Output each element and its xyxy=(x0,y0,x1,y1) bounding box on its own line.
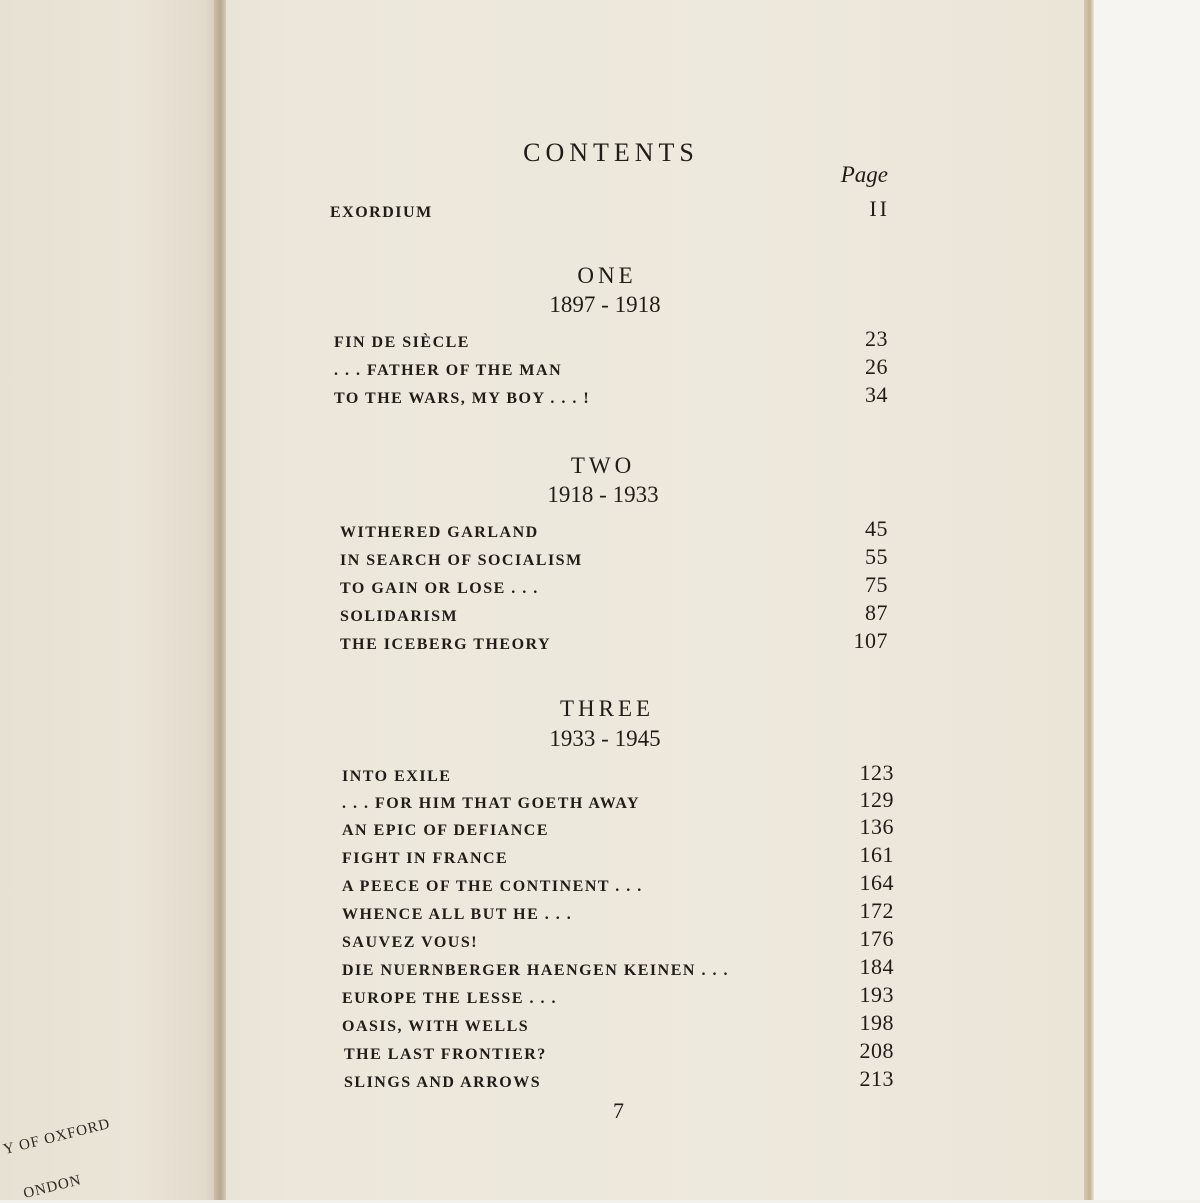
table-surface xyxy=(1094,0,1200,1200)
entry-page-number: 176 xyxy=(859,926,894,951)
page-column-label: Page xyxy=(840,162,888,187)
toc-entry[interactable] xyxy=(342,984,894,1008)
entry-label: AN EPIC OF DEFIANCE xyxy=(342,822,550,839)
page-number-folio: 7 xyxy=(613,1098,624,1123)
part-two-years: 1918 - 1933 xyxy=(547,482,659,507)
entry-page-number: 208 xyxy=(859,1038,894,1063)
left-page xyxy=(0,0,222,1203)
entry-page-number: 26 xyxy=(865,354,888,379)
table-of-contents xyxy=(330,0,900,1200)
entry-page-number: 172 xyxy=(859,898,894,923)
entry-label: . . . FOR HIM THAT GOETH AWAY xyxy=(342,795,641,812)
entry-page-number: 161 xyxy=(859,842,894,867)
toc-entry-exordium[interactable] xyxy=(330,198,890,222)
entry-label: . . . FATHER OF THE MAN xyxy=(334,362,563,379)
entry-label: FIN DE SIÈCLE xyxy=(334,334,470,351)
entry-label: EXORDIUM xyxy=(330,204,433,221)
entry-label: FIGHT IN FRANCE xyxy=(342,850,509,867)
part-one-years: 1897 - 1918 xyxy=(549,292,661,317)
part-three-title: THREE xyxy=(559,696,655,721)
part-three-years: 1933 - 1945 xyxy=(549,726,661,751)
toc-entry[interactable] xyxy=(344,1068,894,1092)
entry-label: TO THE WARS, MY BOY . . . ! xyxy=(334,390,591,407)
page-edge xyxy=(1084,0,1094,1200)
toc-entry[interactable] xyxy=(342,844,894,868)
entry-page-number: 75 xyxy=(865,572,888,597)
toc-entry[interactable] xyxy=(340,630,888,654)
imprint-line-1: Y OF OXFORD xyxy=(1,1115,113,1159)
toc-entry[interactable] xyxy=(340,546,888,570)
entry-label: IN SEARCH OF SOCIALISM xyxy=(340,552,583,569)
toc-entry[interactable] xyxy=(342,789,894,813)
entry-page-number: 55 xyxy=(865,544,888,569)
entry-page-number: 164 xyxy=(859,870,894,895)
toc-entry[interactable] xyxy=(334,384,888,408)
entry-page-number: 213 xyxy=(859,1066,894,1091)
entry-page-number: 87 xyxy=(865,600,888,625)
toc-entry[interactable] xyxy=(334,356,888,380)
entry-page-number: 136 xyxy=(859,814,894,839)
toc-entry[interactable] xyxy=(342,762,894,786)
toc-entry[interactable] xyxy=(342,928,894,952)
entry-label: WHENCE ALL BUT HE . . . xyxy=(342,906,573,923)
toc-entry[interactable] xyxy=(342,1012,894,1036)
entry-label: TO GAIN OR LOSE . . . xyxy=(340,580,539,597)
entry-page-number: 107 xyxy=(853,628,888,653)
entry-label: WITHERED GARLAND xyxy=(340,524,539,541)
toc-entry[interactable] xyxy=(342,956,894,980)
contents-heading: CONTENTS xyxy=(523,138,699,167)
entry-label: OASIS, WITH WELLS xyxy=(342,1018,530,1035)
entry-label: SLINGS AND ARROWS xyxy=(344,1074,542,1091)
entry-page-number: 34 xyxy=(865,382,888,407)
entry-label: SAUVEZ VOUS! xyxy=(342,934,479,951)
imprint-line-2: ONDON xyxy=(21,1172,84,1203)
toc-entry[interactable] xyxy=(340,602,888,626)
toc-entry[interactable] xyxy=(340,574,888,598)
entry-page-number: 198 xyxy=(859,1010,894,1035)
toc-entry[interactable] xyxy=(344,1040,894,1064)
entry-label: DIE NUERNBERGER HAENGEN KEINEN . . . xyxy=(342,962,729,979)
entry-page-number: II xyxy=(869,196,890,221)
part-two-title: TWO xyxy=(570,453,636,478)
toc-entry[interactable] xyxy=(342,872,894,896)
toc-entry[interactable] xyxy=(342,816,894,840)
entry-page-number: 184 xyxy=(859,954,894,979)
entry-label: A PEECE OF THE CONTINENT . . . xyxy=(342,878,643,895)
entry-label: SOLIDARISM xyxy=(340,608,459,625)
toc-entry[interactable] xyxy=(334,328,888,352)
toc-entry[interactable] xyxy=(342,900,894,924)
entry-page-number: 193 xyxy=(859,982,894,1007)
entry-page-number: 45 xyxy=(865,516,888,541)
part-one-title: ONE xyxy=(577,263,637,288)
entry-label: THE LAST FRONTIER? xyxy=(344,1046,547,1063)
entry-label: THE ICEBERG THEORY xyxy=(340,636,552,653)
entry-label: EUROPE THE LESSE . . . xyxy=(342,990,557,1007)
entry-page-number: 23 xyxy=(865,326,888,351)
entry-label: INTO EXILE xyxy=(342,768,452,785)
entry-page-number: 129 xyxy=(859,787,894,812)
toc-entry[interactable] xyxy=(340,518,888,542)
entry-page-number: 123 xyxy=(859,760,894,785)
